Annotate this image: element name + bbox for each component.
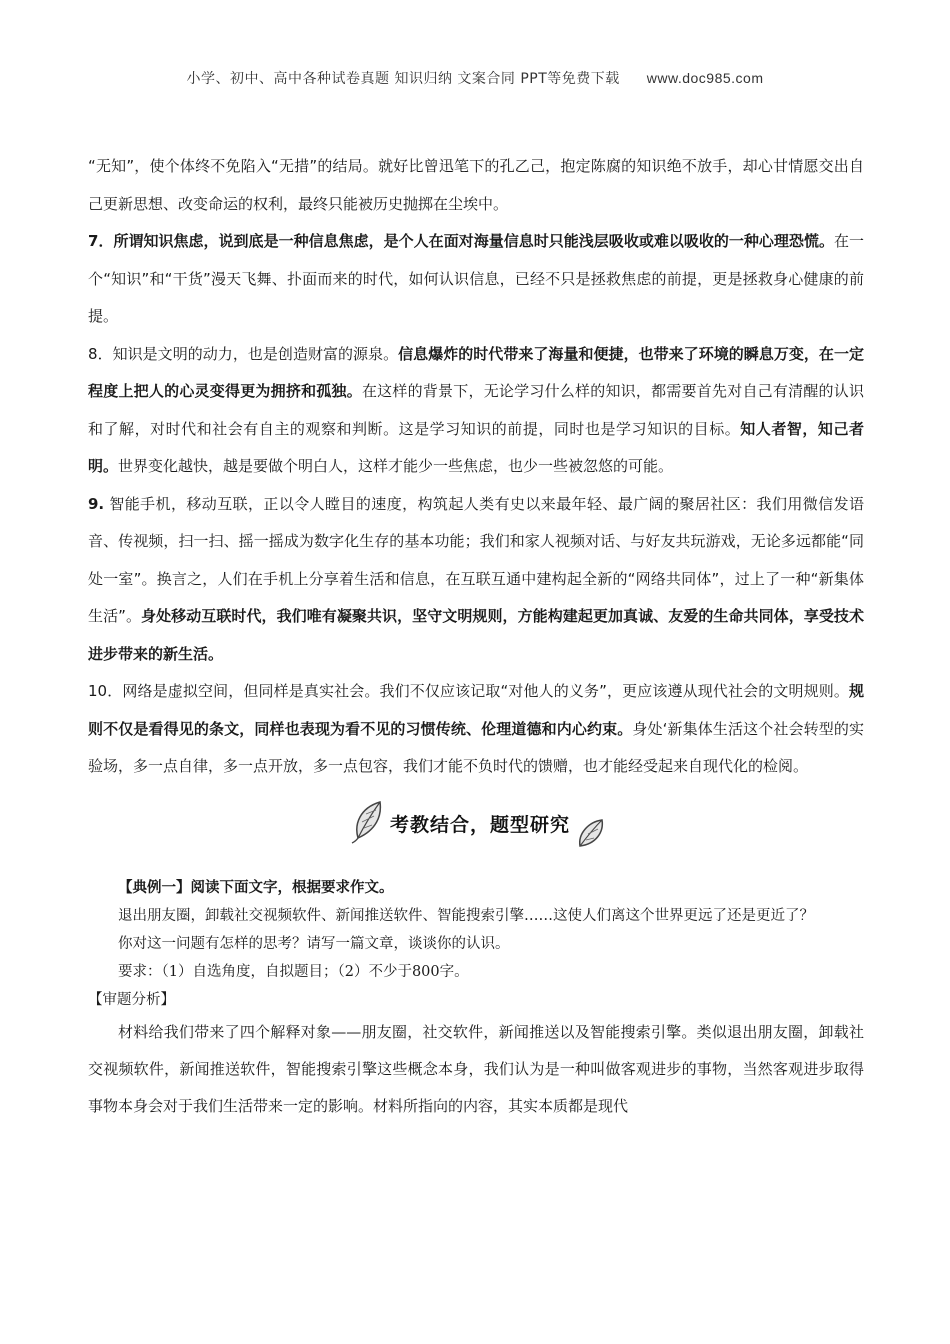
banner-title: 考教结合，题型研究 xyxy=(390,813,571,836)
paragraph-8-text-3: 世界变化越快，越是要做个明白人，这样才能少一些焦虑，也少一些被忽悠的可能。 xyxy=(118,457,674,475)
paragraph-8-text-1: 8．知识是文明的动力，也是创造财富的源泉。 xyxy=(88,344,399,363)
paragraph-9-bold: 身处移动互联时代，我们唯有凝聚共识，坚守文明规则，方能构建起更加真诚、友爱的生命共同体，享受技术进步带来的新生活。 xyxy=(88,607,864,663)
example-requirement: 要求：（1）自选角度，自拟题目；（2）不少于800字。 xyxy=(118,963,469,980)
leaf-left-icon xyxy=(350,798,392,844)
paragraph-8-text-2: 在这样的背景下，无论学习什么样的知识，都需要首先对自己有清醒的认识和了解，对时代和社会有自主的观察和判断。这是学习知识的前提，同时也是学习知识的目标。 xyxy=(88,382,864,438)
paragraph-8 xyxy=(88,336,864,486)
paragraph-7-text: 在一个“知识”和“干货”漫天飞舞、扑面而来的时代，如何认识信息，已经不只是拯救焦虑的前提，更是拯救身心健康的前提。 xyxy=(88,232,864,325)
paragraph-10-text-2: 身处‘新集体生活这个社会转型的实验场，多一点自律，多一点开放，多一点包容，我们才能不负时代的馈赠，也才能经受起来自现代化的检阅。 xyxy=(88,719,864,775)
example-material: 退出朋友圈，卸载社交视频软件、新闻推送软件、智能搜索引擎……这使人们离这个世界更远了还是更近了？ xyxy=(118,907,814,924)
document-body xyxy=(88,148,864,1125)
example-heading: 【典例一】阅读下面文字，根据要求作文。 xyxy=(118,879,394,896)
header-text: 小学、初中、高中各种试卷真题 知识归纳 文案合同 PPT等免费下载 xyxy=(186,71,620,87)
paragraph-10-bold: 规则不仅是看得见的条文，同样也表现为看不见的习惯传统、伦理道德和内心约束。 xyxy=(88,682,864,738)
example-section xyxy=(88,874,864,1125)
page-header xyxy=(0,68,950,88)
leaf-right-icon xyxy=(574,816,608,850)
paragraph-10 xyxy=(88,673,864,786)
example-question: 你对这一问题有怎样的思考？请写一篇文章，谈谈你的认识。 xyxy=(118,935,510,952)
header-site-link[interactable]: www.doc985.com xyxy=(646,70,764,86)
paragraph-8-bold-2: 知人者智，知己者明。 xyxy=(88,419,864,475)
analysis-heading: 【审题分析】 xyxy=(88,991,175,1008)
paragraph-7 xyxy=(88,223,864,336)
paragraph-9-text: 智能手机，移动互联，正以令人瞠目的速度，构筑起人类有史以来最年轻、最广阔的聚居社区：我们用微信发语音、传视频，扫一扫、摇一摇成为数字化生存的基本功能；我们和家人视频对话、与好友共玩游戏，无论多远都能“同处一室”。换言之，人们在手机上分享着生活和信息，在互联互通中建构起全新的“网络共同体”，过上了一种“新集体生活”。 xyxy=(88,494,864,625)
paragraph-7-bold: 7．所谓知识焦虑，说到底是一种信息焦虑，是个人在面对海量信息时只能浅层吸收或难以吸收的一种心理恐慌。 xyxy=(88,232,834,250)
analysis-text: 材料给我们带来了四个解释对象——朋友圈，社交软件，新闻推送以及智能搜索引擎。类似退出朋友圈，卸载社交视频软件，新闻推送软件，智能搜索引擎这些概念本身，我们认为是一种叫做客观进步的事物，当然客观进步取得事物本身会对于我们生活带来一定的影响。材料所指向的内容，其实本质都是现代 xyxy=(88,1022,864,1115)
section-banner xyxy=(88,796,864,856)
paragraph-8-bold-1: 信息爆炸的时代带来了海量和便捷，也带来了环境的瞬息万变，在一定程度上把人的心灵变得更为拥挤和孤独。 xyxy=(88,344,864,400)
paragraph-10-text-1: 10．网络是虚拟空间，但同样是真实社会。我们不仅应该记取“对他人的义务”，更应该遵从现代社会的文明规则。 xyxy=(88,682,849,700)
paragraph-9 xyxy=(88,486,864,674)
banner-frame xyxy=(350,798,608,850)
paragraph-intro: “无知”，使个体终不免陷入“无措”的结局。就好比曾迅笔下的孔乙己，抱定陈腐的知识绝不放手，却心甘情愿交出自己更新思想、改变命运的权利，最终只能被历史抛掷在尘埃中。 xyxy=(88,157,864,213)
paragraph-9-number: 9. xyxy=(88,494,105,513)
